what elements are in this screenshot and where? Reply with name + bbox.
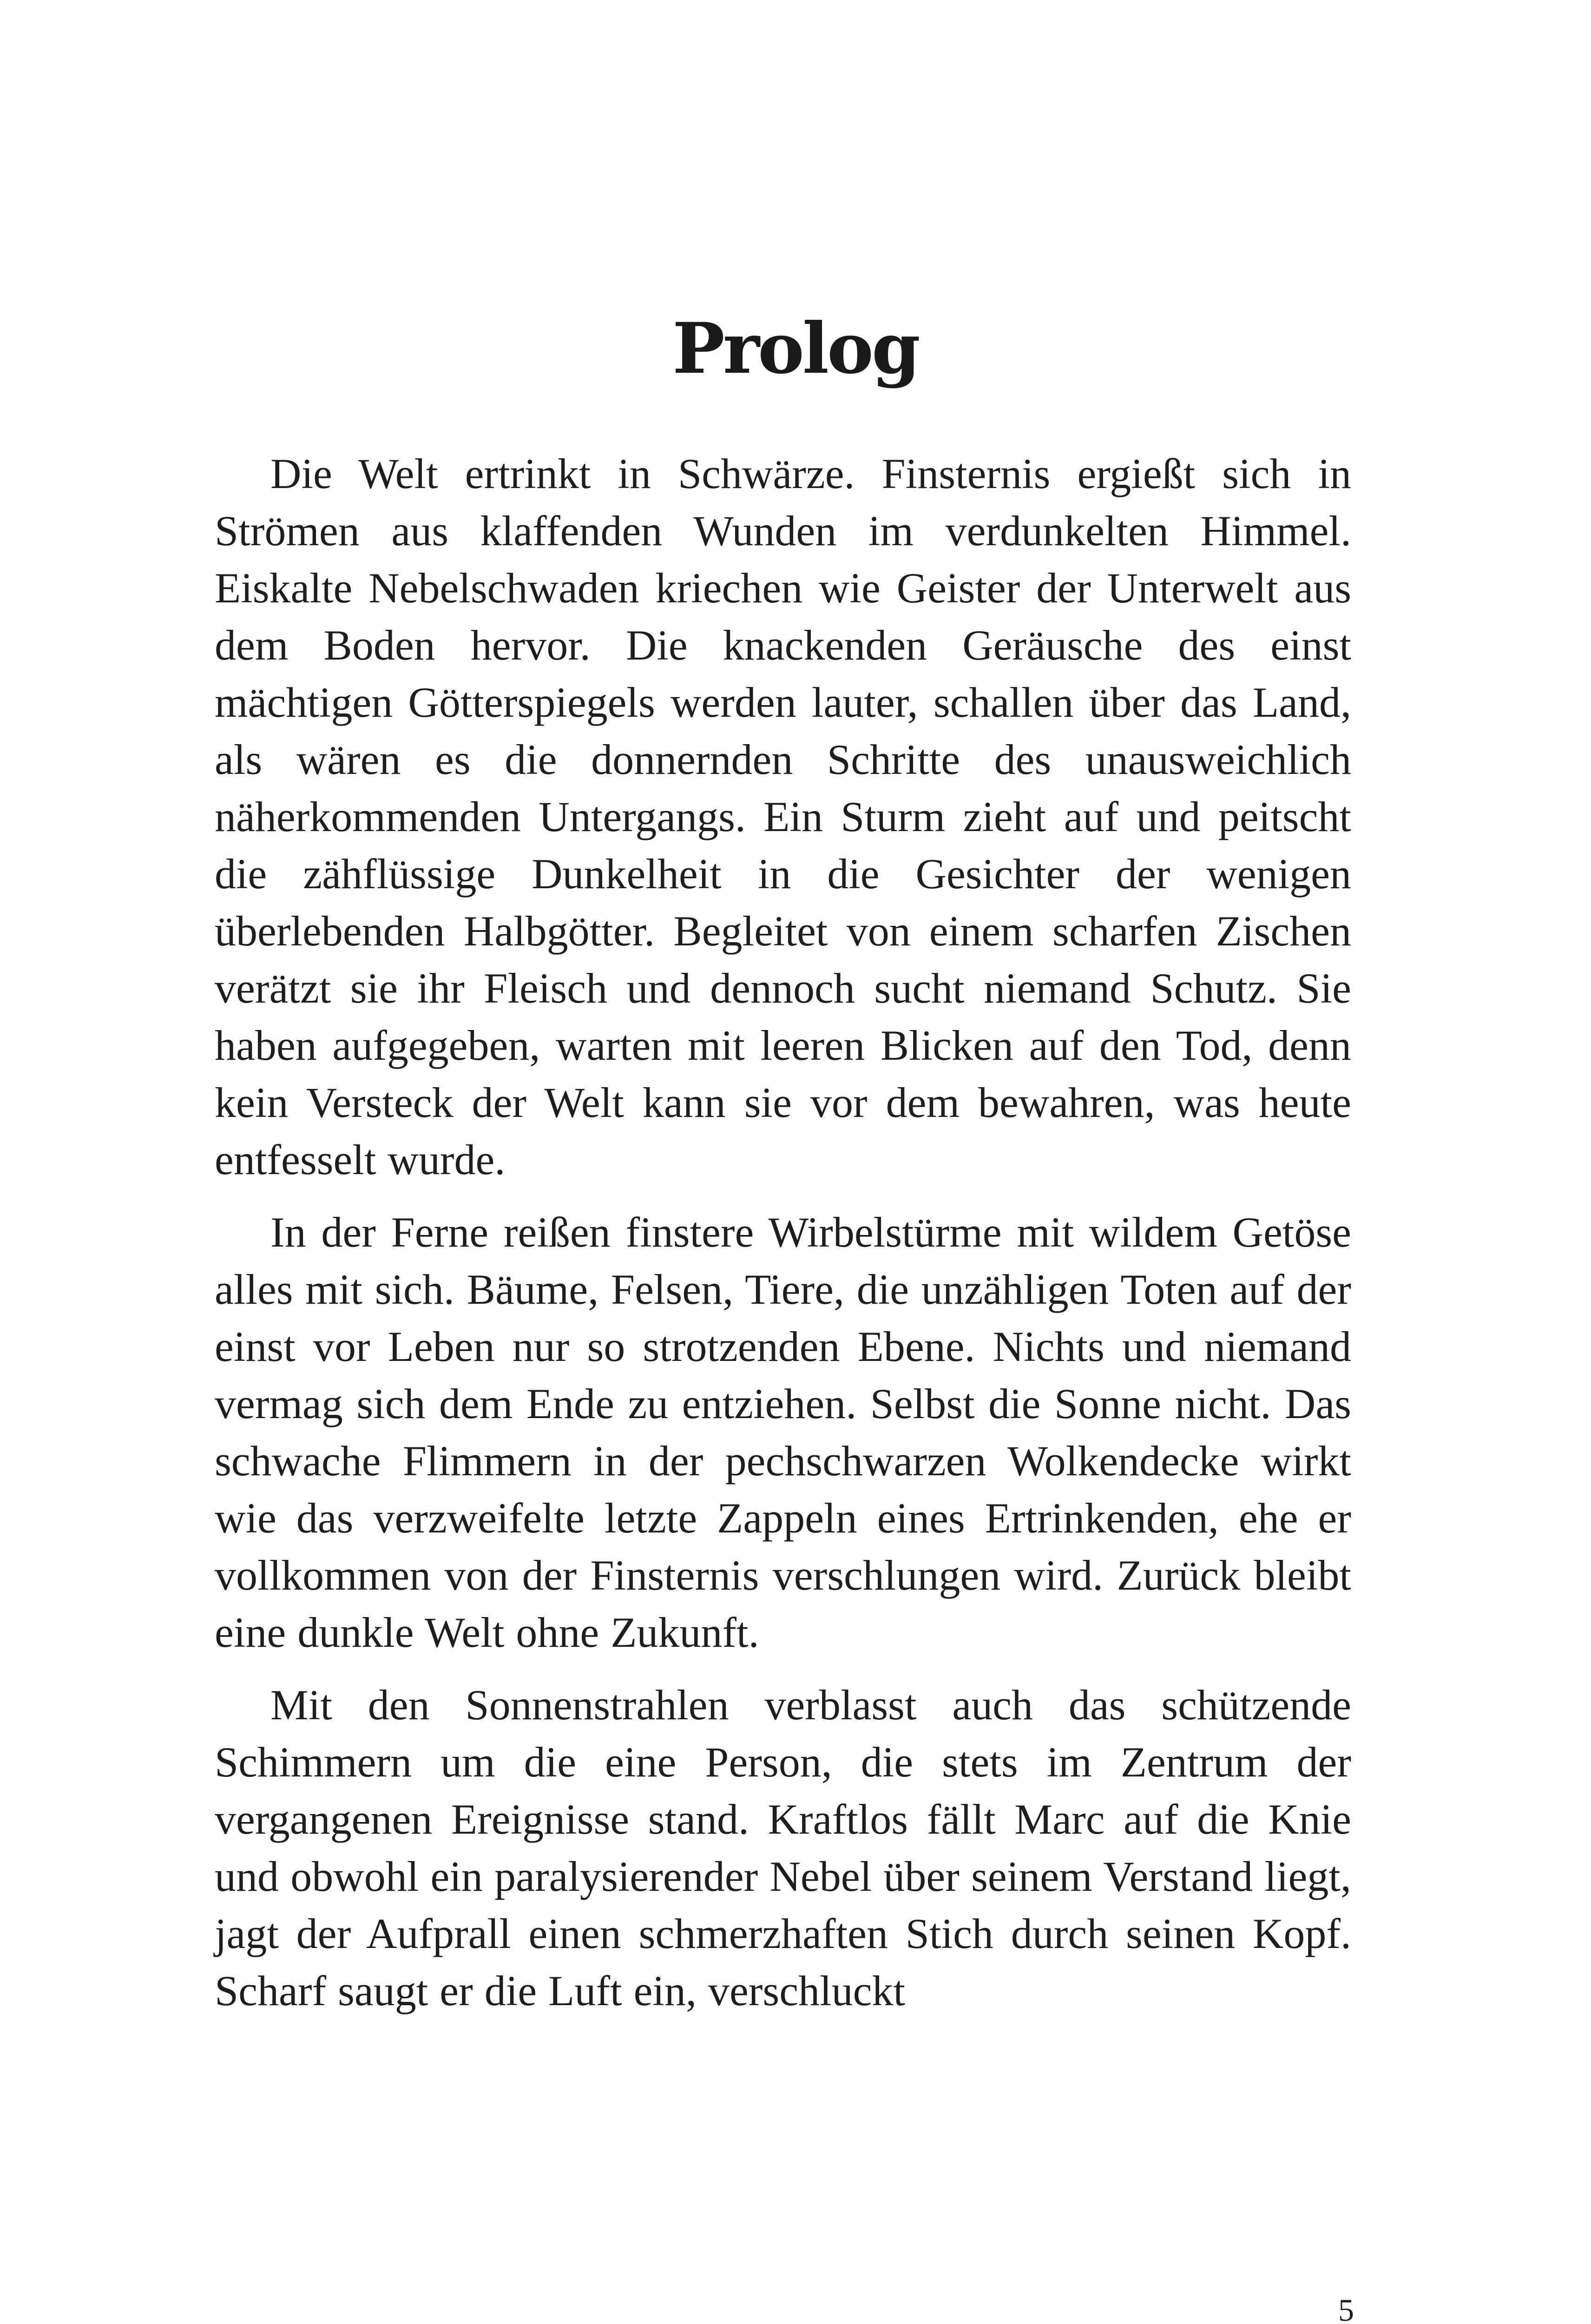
page-number: 5: [1338, 2292, 1354, 2324]
paragraph-2: In der Ferne reißen finstere Wirbelstürme mit wildem Getöse alles mit sich. Bäume, Felsen, Tiere, die unzähligen Toten auf der einst vor Leben nur so strotzenden Ebene. Nichts und niemand vermag sich dem Ende zu entziehen. Selbst die Sonne nicht. Das schwache Flimmern in der pechschwarzen Wolkendecke wirkt wie das verzweifelte letzte Zappeln eines Ertrinkenden, ehe er vollkommen von der Finsternis verschlungen wird. Zurück bleibt eine dunkle Welt ohne Zukunft.: [215, 1208, 1351, 1656]
chapter-title: Prolog: [672, 308, 919, 390]
paragraph-1: Die Welt ertrinkt in Schwärze. Finsternis ergießt sich in Strömen aus klaffenden Wunden im verdunkelten Himmel. Eiskalte Nebelschwaden kriechen wie Geister der Unterwelt aus dem Boden hervor. Die knackenden Geräusche des einst mächtigen Götterspiegels werden lauter, schallen über das Land, als wären es die donnernden Schritte des unausweichlich näherkommenden Untergangs. Ein Sturm zieht auf und peitscht die zähflüssige Dunkelheit in die Gesichter der wenigen überlebenden Halbgötter. Begleitet von einem scharfen Zischen verätzt sie ihr Fleisch und dennoch sucht niemand Schutz. Sie haben aufgegeben, warten mit leeren Blicken auf den Tod, denn kein Versteck der Welt kann sie vor dem bewahren, was heute entfesselt wurde.: [215, 450, 1351, 1183]
body-text: [215, 445, 1351, 2020]
paragraph-3: Mit den Sonnenstrahlen verblasst auch das schützende Schimmern um die eine Person, die stets im Zentrum der vergangenen Ereignisse stand. Kraftlos fällt Marc auf die Knie und obwohl ein paralysierender Nebel über seinem Verstand liegt, jagt der Aufprall einen schmerzhaften Stich durch seinen Kopf. Scharf saugt er die Luft ein, verschluckt: [215, 1681, 1351, 2014]
